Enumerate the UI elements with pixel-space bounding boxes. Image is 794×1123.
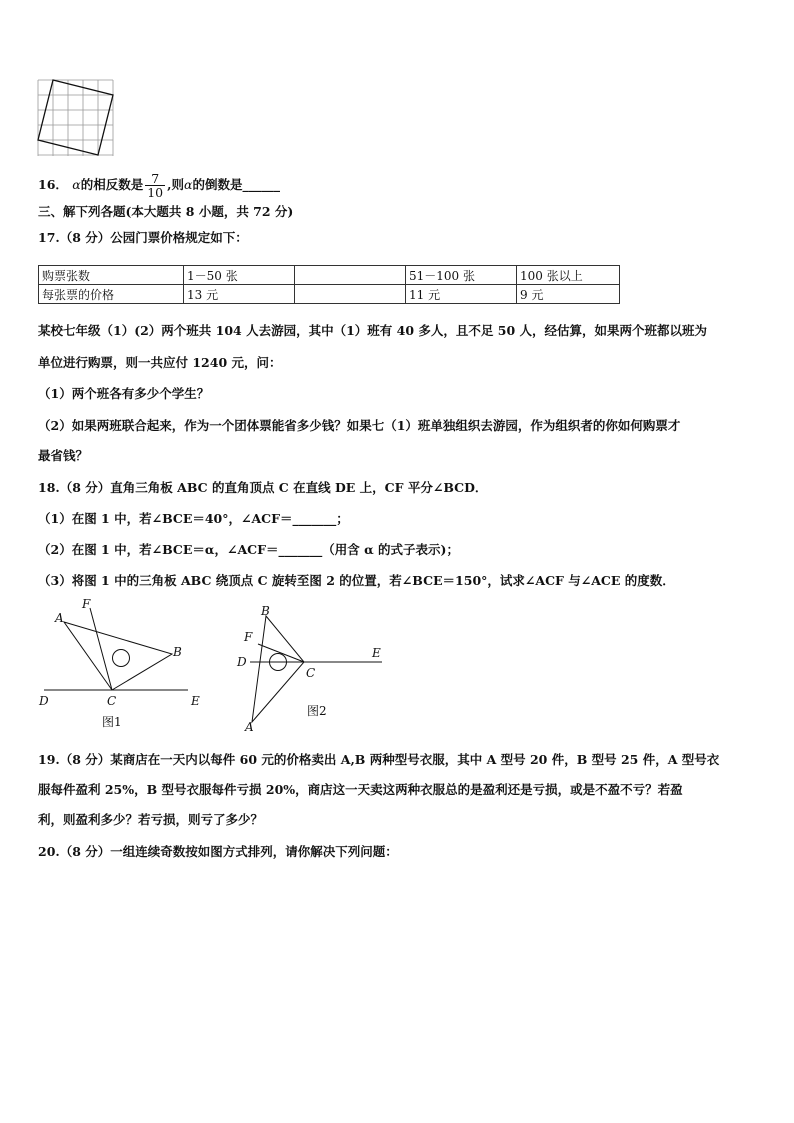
q18-sub-2: （2）在图 1 中，若∠BCE＝α，∠ACF＝_______（用含 α 的式子表示)； (38, 542, 459, 557)
question-17-title: 17.（8 分）公园门票价格规定如下： (38, 230, 248, 245)
fraction-7-10: $\frac{7}{10}$ (147, 171, 164, 200)
fig1-point-E: E (191, 694, 200, 708)
q17-paragraph-1: 某校七年级（1）(2）两个班共 104 人去游园，其中（1）班有 40 多人，且不足 50 人，经估算，如果两个班都以班为 (38, 323, 708, 338)
section-3-heading: 三、解下列各题(本大题共 8 小题，共 72 分) (38, 204, 294, 219)
grid-square-figure (36, 78, 116, 158)
fig2-point-C: C (306, 666, 316, 680)
figure-1-caption: 图1 (102, 715, 122, 729)
question-20-title: 20.（8 分）一组连续奇数按如图方式排列，请你解决下列问题： (38, 844, 398, 859)
q18-sub-1: （1）在图 1 中，若∠BCE＝40°，∠ACF＝_______； (38, 511, 349, 526)
q17-paragraph-2: 单位进行购票，则一共应付 1240 元，问： (38, 355, 282, 370)
fig1-point-B: B (173, 645, 182, 659)
question-19-line-1: 19.（8 分）某商店在一天内以每件 60 元的价格卖出 A,B 两种型号衣服，其中 A 型号 20 件，B 型号 25 件，A 型号衣 (38, 752, 720, 767)
fig2-point-E: E (372, 646, 381, 660)
fig2-point-D: D (237, 655, 247, 669)
question-19-line-3: 利，则盈利多少？若亏损，则亏了多少？ (38, 812, 264, 827)
fig2-point-A: A (245, 720, 254, 734)
fig2-point-F: F (244, 630, 253, 644)
q17-sub-2a: （2）如果两班联合起来，作为一个团体票能省多少钱？如果七（1）班单独组织去游园，作为组织者的你如何购票才 (38, 418, 681, 433)
table-row: 每张票的价格 13 元 11 元 9 元 (39, 285, 620, 304)
q17-sub-2b: 最省钱？ (38, 448, 89, 463)
fig1-point-D: D (39, 694, 49, 708)
fig1-point-F: F (82, 597, 91, 611)
q18-sub-3: （3）将图 1 中的三角板 ABC 绕顶点 C 旋转至图 2 的位置，若∠BCE＝150°，试求∠ACF 与∠ACE 的度数． (38, 573, 675, 588)
question-19-line-2: 服每件盈利 25%，B 型号衣服每件亏损 20%，商店这一天卖这两种衣服总的是盈利还是亏损，或是不盈不亏？若盈 (38, 782, 683, 797)
fig1-point-C: C (107, 694, 117, 708)
fig2-point-B: B (261, 604, 270, 618)
ticket-price-table (38, 265, 620, 304)
q17-sub-1: （1）两个班各有多少个学生？ (38, 386, 210, 401)
question-18-title: 18.（8 分）直角三角板 ABC 的直角顶点 C 在直线 DE 上，CF 平分∠BCD． (38, 480, 488, 495)
figure-2-caption: 图2 (307, 704, 327, 718)
fig1-point-A: A (55, 611, 64, 625)
table-row: 购票张数 1－50 张 51－100 张 100 张以上 (39, 266, 620, 285)
question-16: 16． α的相反数是 $\frac{7}{10}$ ,则α的倒数是______ (38, 171, 280, 200)
